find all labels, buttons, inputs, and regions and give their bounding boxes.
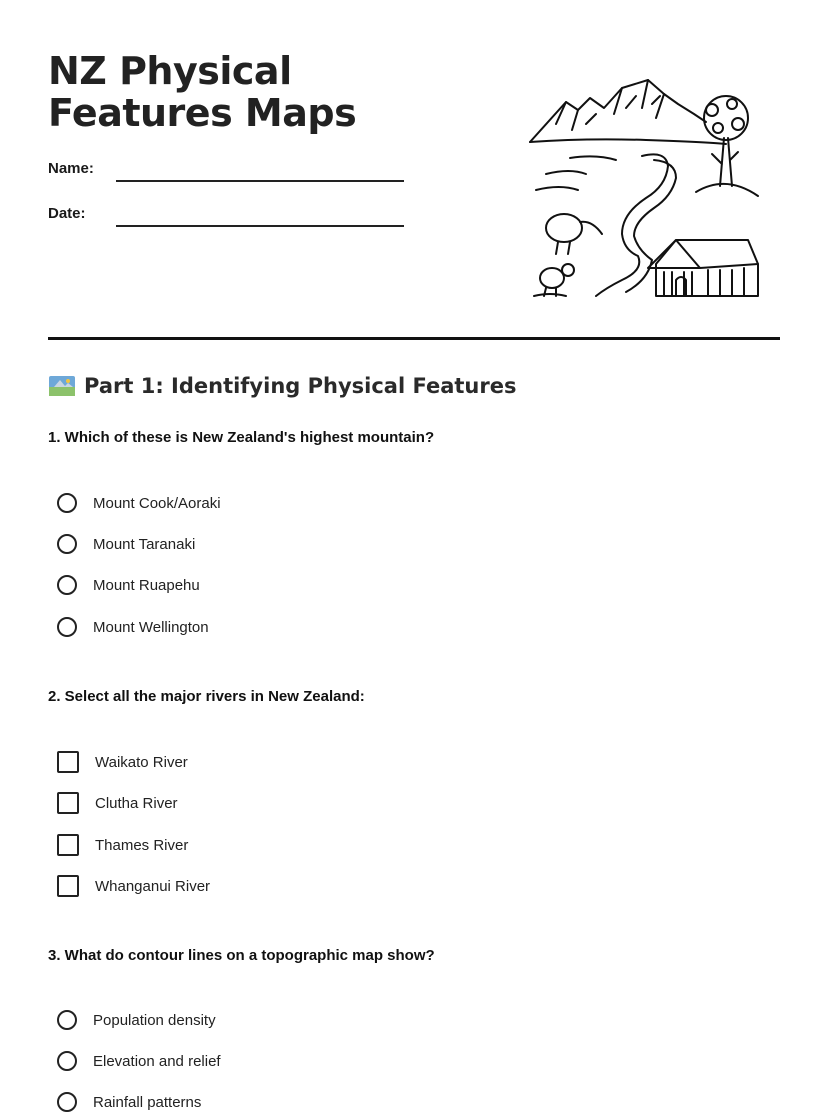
q1-option[interactable] (57, 572, 200, 598)
q1-option[interactable] (57, 614, 209, 640)
radio-button[interactable] (57, 1010, 77, 1030)
q2-option[interactable] (57, 832, 188, 858)
radio-button[interactable] (57, 575, 77, 595)
radio-button[interactable] (57, 617, 77, 637)
q1-option[interactable] (57, 531, 195, 557)
question-2: 2. Select all the major rivers in New Zealand: (48, 688, 365, 705)
header-divider (48, 337, 780, 340)
option-label: Mount Ruapehu (93, 576, 200, 594)
radio-button[interactable] (57, 534, 77, 554)
name-line[interactable] (116, 180, 404, 182)
q2-option[interactable] (57, 873, 210, 899)
q2-option[interactable] (57, 749, 188, 775)
q3-option[interactable] (57, 1007, 216, 1033)
q2-option[interactable] (57, 790, 178, 816)
nz-landscape-illustration (526, 74, 762, 304)
name-label: Name: (48, 160, 94, 177)
option-label: Mount Taranaki (93, 535, 196, 553)
option-label: Mount Wellington (93, 618, 209, 636)
q3-option[interactable] (57, 1089, 201, 1115)
name-field[interactable] (48, 160, 408, 190)
option-label: Rainfall patterns (93, 1093, 202, 1111)
option-label: Clutha River (95, 794, 178, 812)
checkbox[interactable] (57, 792, 79, 814)
option-label: Whanganui River (95, 877, 211, 895)
question-3: 3. What do contour lines on a topographic map show? (48, 947, 435, 964)
option-label: Waikato River (95, 753, 188, 771)
option-label: Population density (93, 1011, 216, 1029)
question-1: 1. Which of these is New Zealand's highest mountain? (48, 429, 435, 446)
radio-button[interactable] (57, 1092, 77, 1112)
radio-button[interactable] (57, 493, 77, 513)
option-label: Mount Cook/Aoraki (93, 494, 221, 512)
page-title: NZ Physical Features Maps (48, 49, 357, 135)
date-line[interactable] (116, 225, 404, 227)
date-field[interactable] (48, 205, 408, 235)
map-icon (48, 375, 76, 397)
q3-option[interactable] (57, 1048, 221, 1074)
checkbox[interactable] (57, 834, 79, 856)
option-label: Elevation and relief (93, 1052, 221, 1070)
checkbox[interactable] (57, 751, 79, 773)
q1-option[interactable] (57, 490, 221, 516)
date-label: Date: (48, 205, 86, 222)
part1-heading (48, 374, 516, 398)
part1-title: Part 1: Identifying Physical Features (84, 374, 517, 398)
radio-button[interactable] (57, 1051, 77, 1071)
option-label: Thames River (95, 836, 189, 854)
checkbox[interactable] (57, 875, 79, 897)
